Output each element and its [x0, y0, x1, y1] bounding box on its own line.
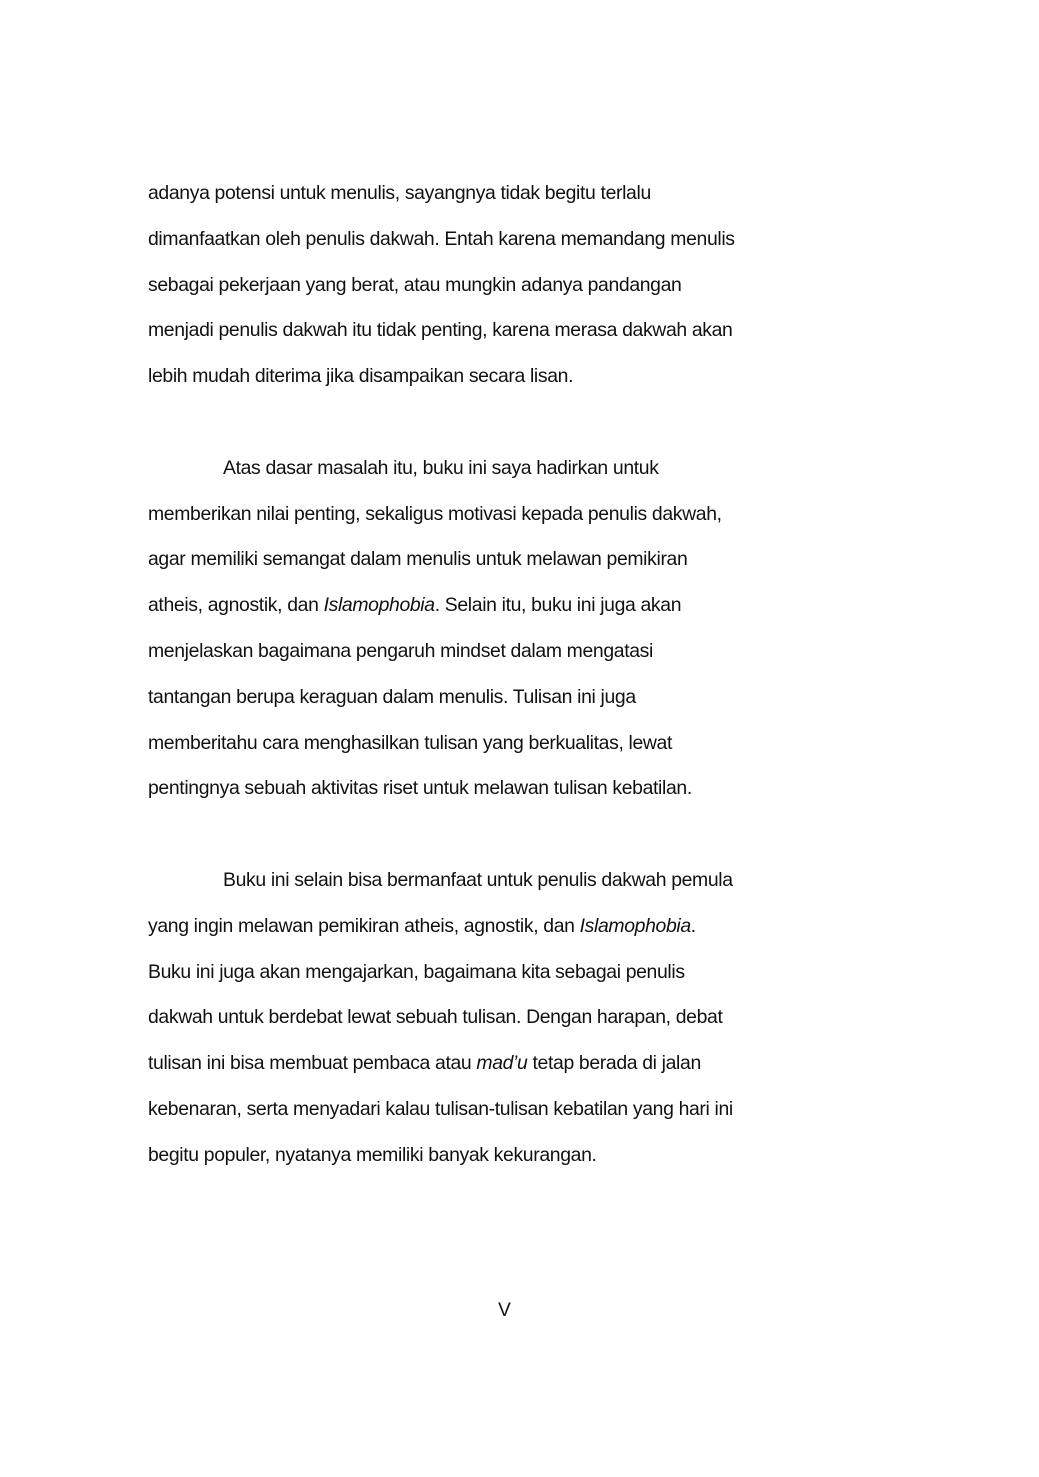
text-line	[148, 863, 862, 909]
text-segment: lebih mudah diterima jika disampaikan secara lisan.	[148, 365, 574, 388]
italic-term: Islamophobia	[579, 914, 691, 937]
text-segment: . Selain itu, buku ini juga akan	[434, 594, 682, 617]
text-line	[148, 359, 862, 405]
text-segment: tulisan ini bisa membuat pembaca atau	[148, 1052, 477, 1075]
text-line	[148, 771, 862, 817]
text-segment: agar memiliki semangat dalam menulis untuk melawan pemikiran	[148, 548, 688, 571]
text-line	[148, 176, 862, 222]
text-segment: begitu populer, nyatanya memiliki banyak kekurangan.	[148, 1143, 597, 1166]
text-segment: menjelaskan bagaimana pengaruh mindset dalam mengatasi	[148, 639, 653, 662]
text-line	[148, 1092, 862, 1138]
text-segment: Atas dasar masalah itu, buku ini saya hadirkan untuk	[223, 456, 659, 479]
text-segment: Buku ini selain bisa bermanfaat untuk penulis dakwah pemula	[223, 868, 733, 891]
text-segment: tetap berada di jalan	[527, 1052, 701, 1075]
page-number: V	[498, 1300, 511, 1321]
text-line	[148, 542, 862, 588]
italic-term: mad’u	[476, 1052, 528, 1075]
text-segment: sebagai pekerjaan yang berat, atau mungkin adanya pandangan	[148, 273, 682, 296]
text-line	[148, 1138, 862, 1184]
text-segment: memberitahu cara menghasilkan tulisan yang berkualitas, lewat	[148, 731, 673, 754]
text-line	[148, 268, 862, 314]
text-line	[148, 451, 862, 497]
text-line	[148, 497, 862, 543]
paragraph-1	[148, 176, 862, 405]
text-segment: yang ingin melawan pemikiran atheis, agnostik, dan	[148, 914, 580, 937]
italic-term: Islamophobia	[323, 594, 435, 617]
body-text	[148, 176, 862, 1229]
text-line	[148, 726, 862, 772]
text-segment: dimanfaatkan oleh penulis dakwah. Entah karena memandang menulis	[148, 227, 735, 250]
text-segment: atheis, agnostik, dan	[148, 594, 324, 617]
text-segment: tantangan berupa keraguan dalam menulis. Tulisan ini juga	[148, 685, 636, 708]
paragraph-2	[148, 451, 862, 817]
text-line	[148, 955, 862, 1001]
text-line	[148, 313, 862, 359]
text-segment: memberikan nilai penting, sekaligus motivasi kepada penulis dakwah,	[148, 502, 722, 525]
text-segment: menjadi penulis dakwah itu tidak penting, karena merasa dakwah akan	[148, 319, 733, 342]
text-line	[148, 680, 862, 726]
text-line	[148, 1046, 862, 1092]
paragraph-3	[148, 863, 862, 1184]
text-line	[148, 1000, 862, 1046]
text-segment: adanya potensi untuk menulis, sayangnya tidak begitu terlalu	[148, 182, 651, 204]
text-line	[148, 222, 862, 268]
text-segment: kebenaran, serta menyadari kalau tulisan-tulisan kebatilan yang hari ini	[148, 1097, 733, 1120]
text-segment: Buku ini juga akan mengajarkan, bagaimana kita sebagai penulis	[148, 960, 685, 983]
text-line	[148, 909, 862, 955]
text-segment: .	[690, 914, 696, 937]
text-segment: dakwah untuk berdebat lewat sebuah tulisan. Dengan harapan, debat	[148, 1006, 723, 1029]
text-line	[148, 588, 862, 634]
text-segment: pentingnya sebuah aktivitas riset untuk melawan tulisan kebatilan.	[148, 777, 692, 800]
text-line	[148, 634, 862, 680]
